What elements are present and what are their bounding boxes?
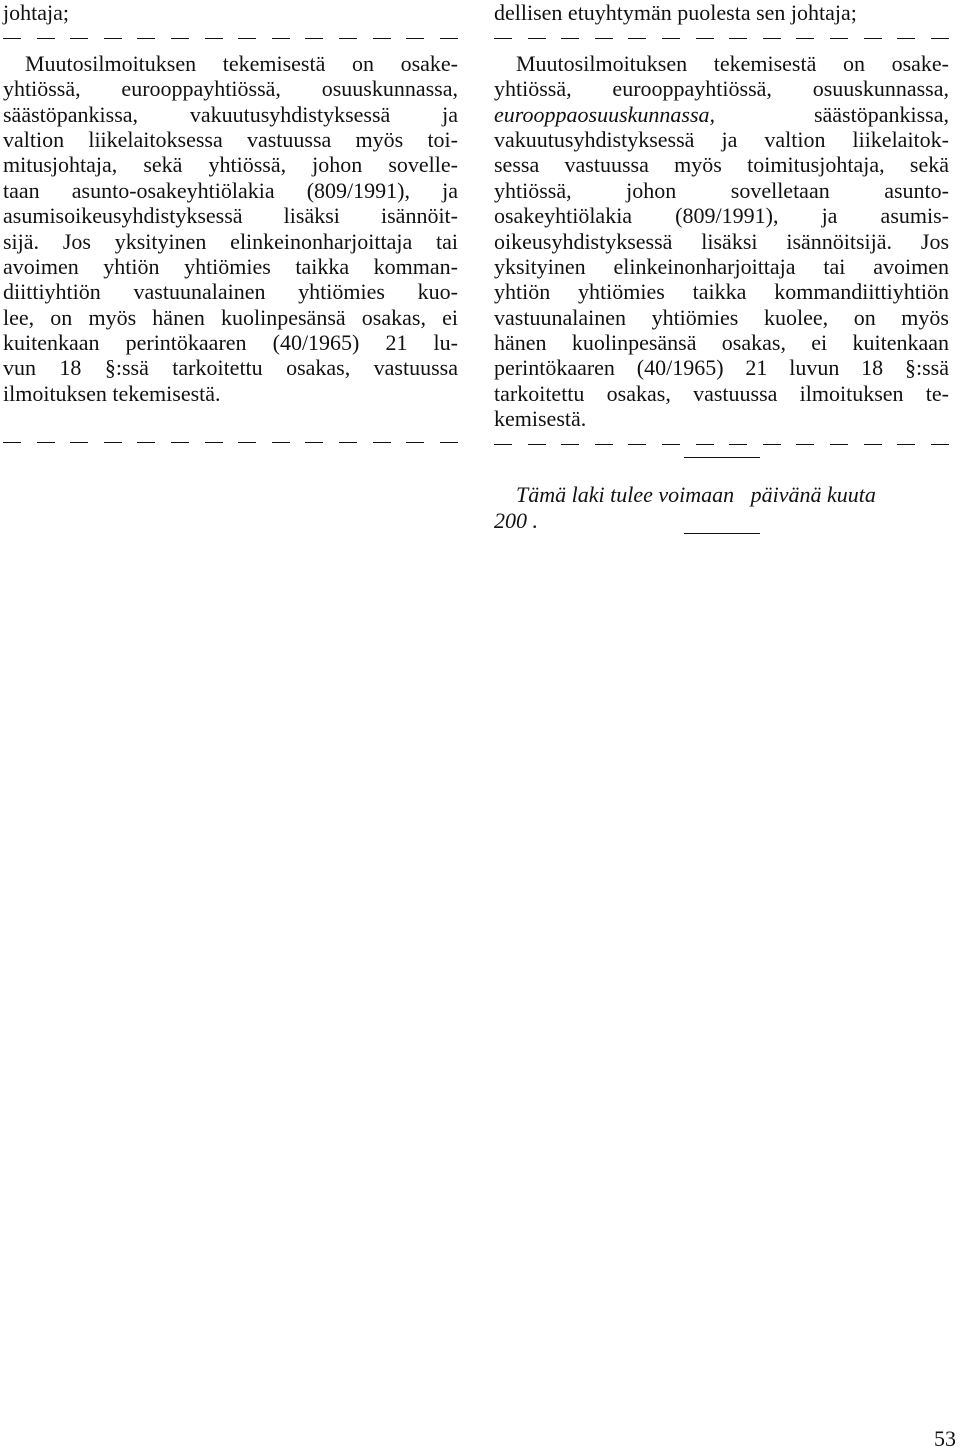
- left-paragraph-line: yhtiössä, eurooppayhtiössä, osuuskunnassa,: [3, 76, 458, 102]
- page-number: 53: [934, 1426, 956, 1451]
- right-heading-fragment: dellisen etuyhtymän puolesta sen johtaja;: [494, 0, 857, 25]
- right-paragraph-line: yhtiössä, johon sovelletaan asunto-: [494, 177, 949, 203]
- left-paragraph-line: Muutosilmoituksen tekemisestä on osake-: [25, 50, 458, 76]
- left-paragraph-line: mitusjohtaja, sekä yhtiössä, johon sovelle-: [3, 152, 458, 178]
- left-paragraph-line: säästöpankissa, vakuutusyhdistyksessä ja: [3, 101, 458, 127]
- left-paragraph: [3, 51, 458, 406]
- right-omission-dashes-bottom: [494, 432, 949, 457]
- inserted-italic-term: eurooppaosuuskunnassa,: [494, 101, 716, 127]
- right-paragraph-line: hänen kuolinpesänsä osakas, ei kuitenkaan: [494, 330, 949, 356]
- right-paragraph-line: yksityinen elinkeinonharjoittaja tai avoimen: [494, 253, 949, 279]
- right-paragraph-line-with-italic: [494, 102, 949, 127]
- right-paragraph-line-rest: säästöpankissa,: [715, 101, 949, 127]
- entry-into-force-year: 200 .: [494, 507, 538, 533]
- right-paragraph-line: vastuunalainen yhtiömies kuolee, on myös: [494, 304, 949, 330]
- right-paragraph: [494, 51, 949, 432]
- left-paragraph-line: avoimen yhtiön yhtiömies taikka komman-: [3, 253, 458, 279]
- right-column: [494, 0, 949, 559]
- left-paragraph-line: diittiyhtiön vastuunalainen yhtiömies kuo-: [3, 279, 458, 305]
- left-omission-dashes-bottom: [3, 430, 458, 455]
- right-paragraph-line: osakeyhtiölakia (809/1991), ja asumis-: [494, 203, 949, 229]
- right-paragraph-line: yhtiössä, eurooppayhtiössä, osuuskunnassa,: [494, 76, 949, 102]
- right-paragraph-line: kemisestä.: [494, 406, 587, 432]
- left-paragraph-line: vun 18 §:ssä tarkoitettu osakas, vastuussa: [3, 355, 458, 381]
- section-rule-bottom: [494, 533, 949, 558]
- right-paragraph-line: perintökaaren (40/1965) 21 luvun 18 §:ssä: [494, 355, 949, 381]
- right-paragraph-line: yhtiön yhtiömies taikka kommandiittiyhtiön: [494, 279, 949, 305]
- left-heading-fragment: johtaja;: [3, 0, 69, 25]
- right-omission-dashes-top: [494, 25, 949, 50]
- right-paragraph-line: sessa vastuussa myös toimitusjohtaja, sekä: [494, 152, 949, 178]
- left-paragraph-line: kuitenkaan perintökaaren (40/1965) 21 lu-: [3, 330, 458, 356]
- section-rule-top: [494, 457, 949, 482]
- right-paragraph-line: vakuutusyhdistyksessä ja valtion liikelaitok-: [494, 126, 949, 152]
- right-paragraph-line: tarkoitettu osakas, vastuussa ilmoituksen te-: [494, 380, 949, 406]
- left-column: [3, 0, 458, 456]
- left-paragraph-line: ilmoituksen tekemisestä.: [3, 380, 221, 406]
- entry-into-force-line: Tämä laki tulee voimaan päivänä kuuta: [516, 482, 876, 508]
- left-omission-dashes-top: [3, 25, 458, 50]
- right-paragraph-line: Muutosilmoituksen tekemisestä on osake-: [516, 50, 949, 76]
- left-paragraph-line: asumisoikeusyhdistyksessä lisäksi isännöit-: [3, 203, 458, 229]
- right-paragraph-line: oikeusyhdistyksessä lisäksi isännöitsijä. Jos: [494, 228, 949, 254]
- left-paragraph-line: valtion liikelaitoksessa vastuussa myös toi-: [3, 126, 458, 152]
- left-paragraph-line: lee, on myös hänen kuolinpesänsä osakas, ei: [3, 304, 458, 330]
- left-paragraph-line: sijä. Jos yksityinen elinkeinonharjoittaja tai: [3, 228, 458, 254]
- left-paragraph-line: taan asunto-osakeyhtiölakia (809/1991), ja: [3, 177, 458, 203]
